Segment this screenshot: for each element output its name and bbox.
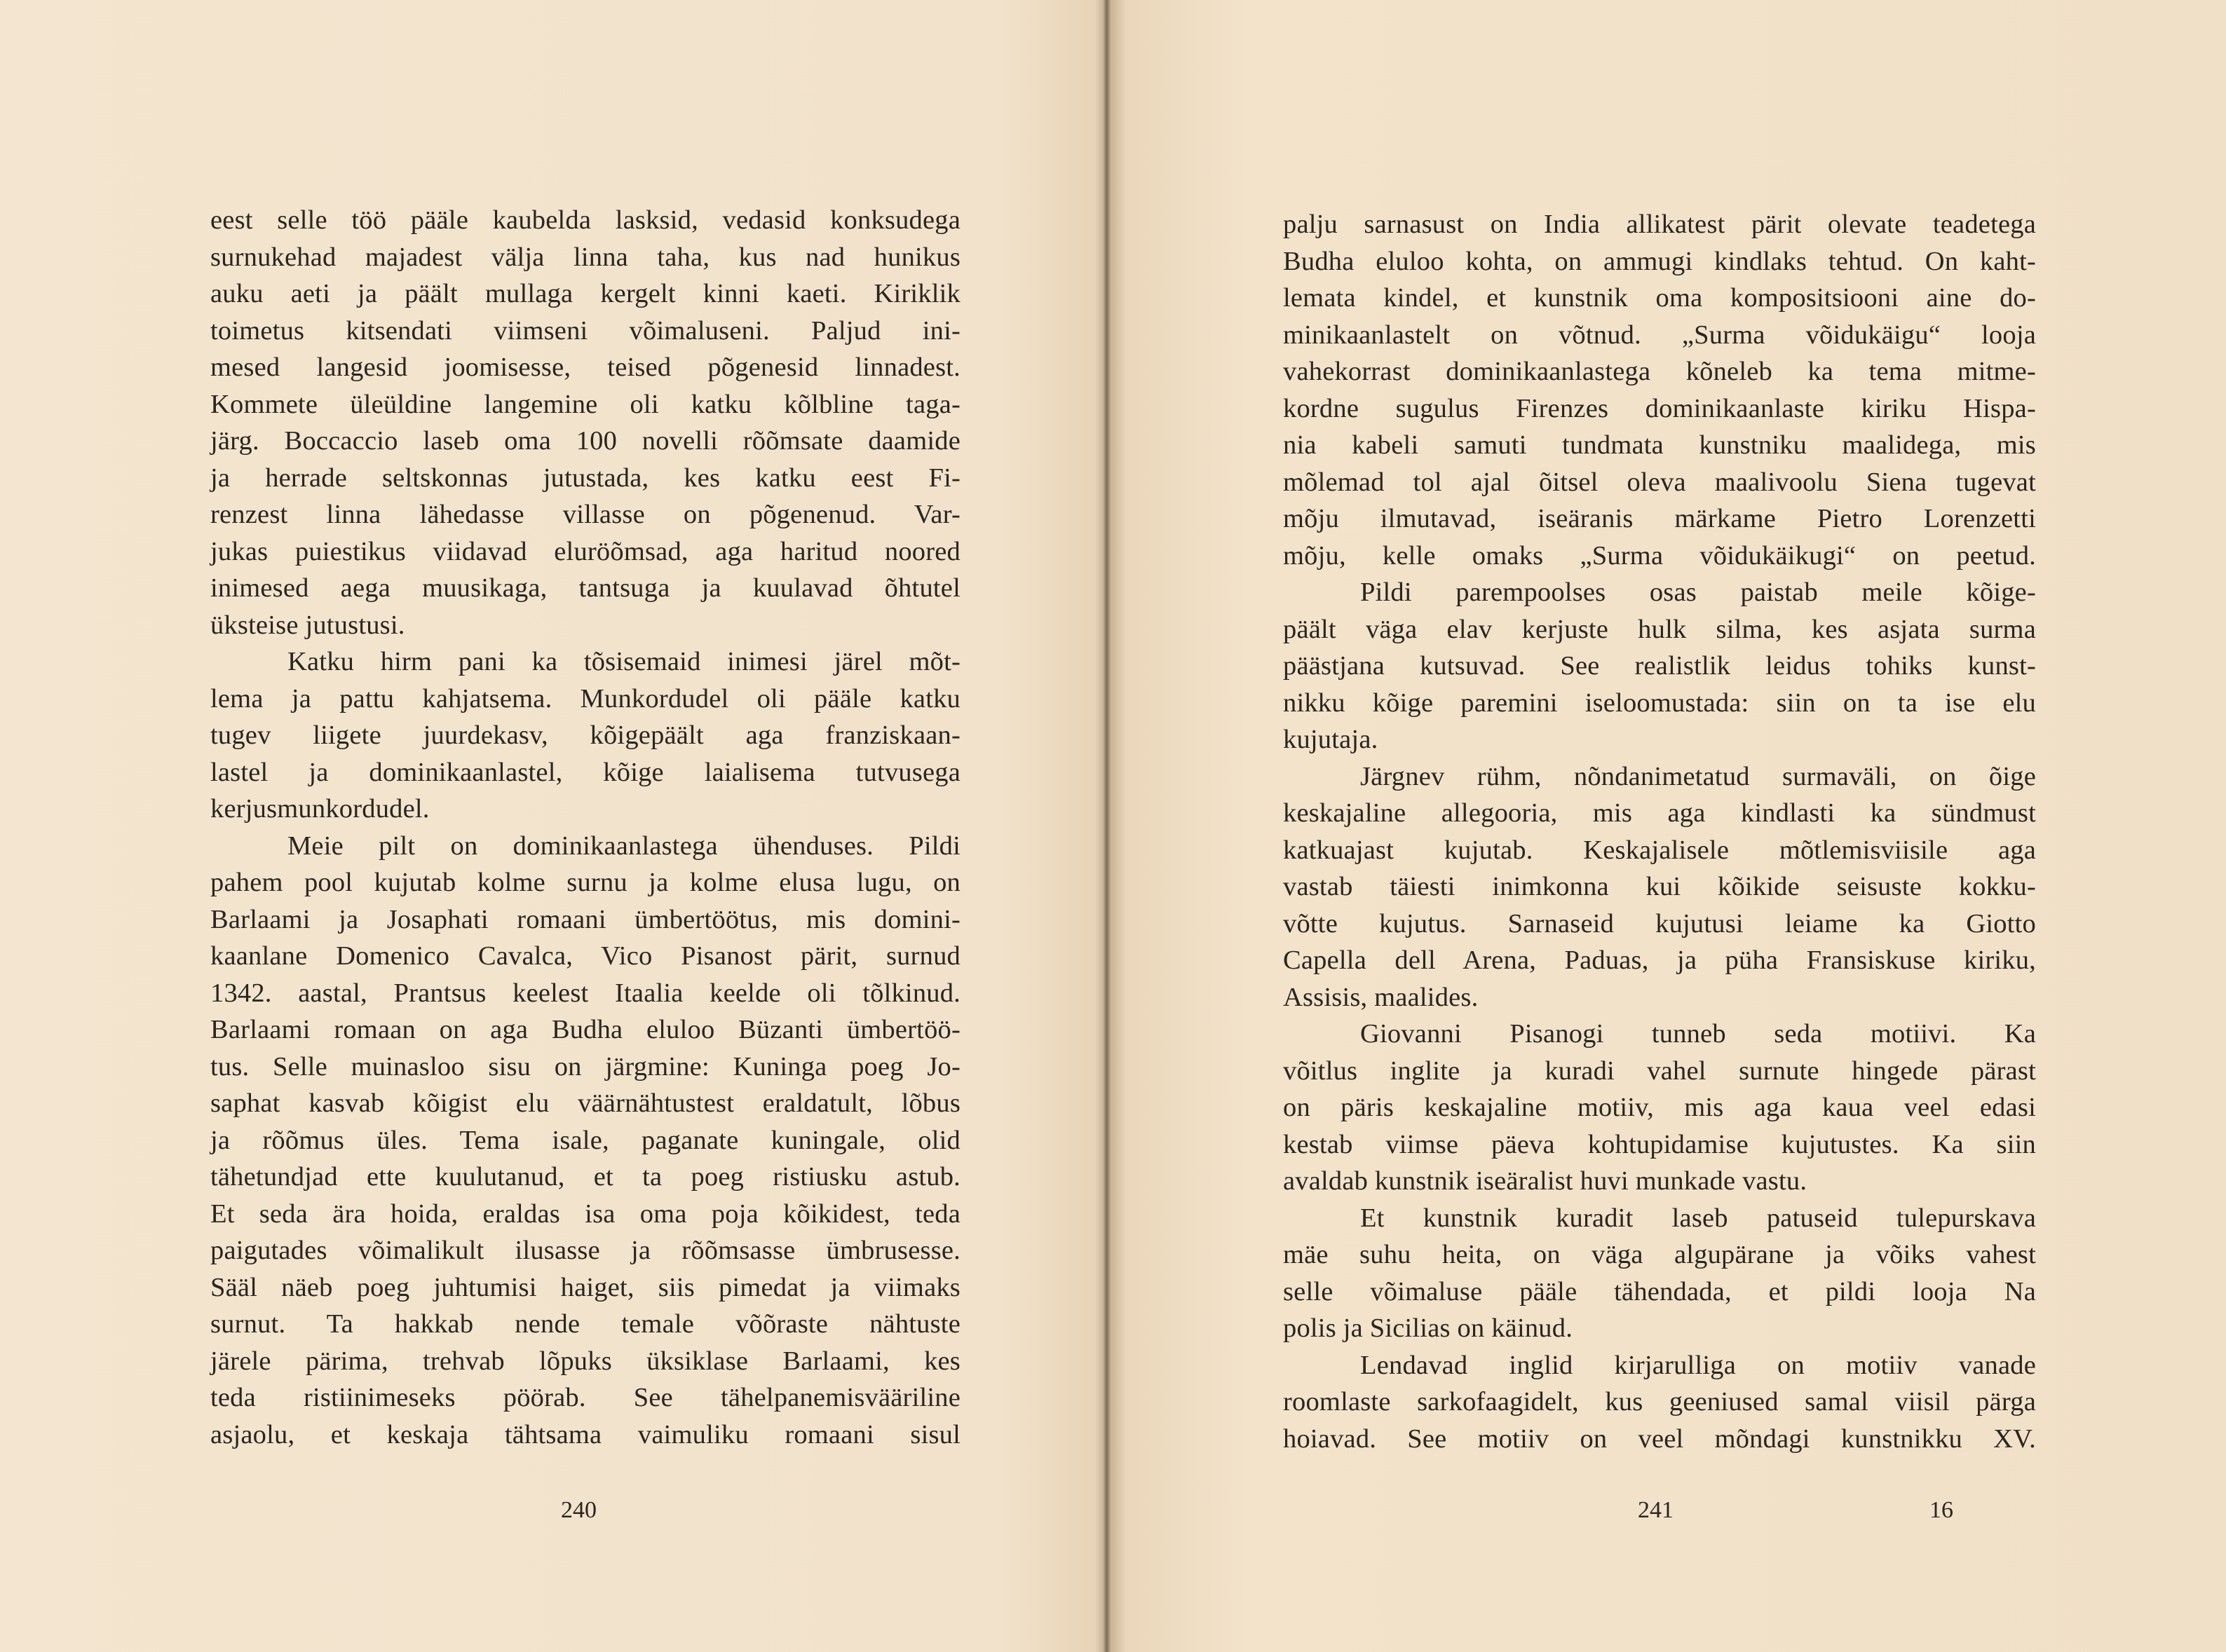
text-line: surnut. Ta hakkab nende temale võõraste nähtuste [210, 1309, 961, 1339]
text-line: minikaanlastelt on võtnud. „Surma võidukäigu“ looja [1283, 320, 2036, 350]
text-line: nikku kõige paremini iseloomustada: siin on ta ise elu [1283, 688, 2036, 718]
text-line: ja herrade seltskonnas jutustada, kes katku eest Fi- [210, 463, 961, 493]
text-line: järele pärima, trehvab lõpuks üksiklase Barlaami, kes [210, 1346, 961, 1376]
text-line: tähetundjad ette kuulutanud, et ta poeg ristiusku astub. [210, 1162, 961, 1192]
text-line: avaldab kunstnik iseäralist huvi munkade vastu. [1283, 1166, 1807, 1196]
text-line: Et kunstnik kuradit laseb patuseid tulepurskava [1360, 1203, 2036, 1233]
text-line: teda ristiinimeseks pöörab. See tähelpanemisvääriline [210, 1383, 961, 1412]
text-line: mõlemad tol ajal õitsel oleva maalivoolu Siena tugevat [1283, 467, 2036, 497]
text-line: Pildi parempoolses osas paistab meile kõige- [1360, 578, 2036, 607]
text-line: vastab täiesti inimkonna kui kõikide seisuste kokku- [1283, 872, 2036, 901]
page-number: 241 [1638, 1497, 1674, 1523]
text-line: lemata kindel, et kunstnik oma kompositsiooni aine do- [1283, 283, 2036, 313]
text-line: keskajaline allegooria, mis aga kindlasti ka sündmust [1283, 798, 2036, 828]
left-page [0, 0, 1101, 1652]
text-line: nia kabeli samuti tundmata kunstniku maalidega, mis [1283, 430, 2036, 460]
text-line: polis ja Sicilias on käinud. [1283, 1313, 1573, 1343]
text-line: mäe suhu heita, on väga algupärane ja võiks vahest [1283, 1240, 2036, 1269]
text-line: Meie pilt on dominikaanlastega ühenduses. Pildi [287, 831, 961, 861]
text-line: palju sarnasust on India allikatest pärit olevate teadetega [1283, 210, 2036, 239]
text-line: mõju, kelle omaks „Surma võidukäikugi“ on peetud. [1283, 540, 2036, 571]
text-line: Lendavad inglid kirjarulliga on motiiv vanade [1360, 1350, 2036, 1380]
text-line: toimetus kitsendati viimseni võimaluseni. Paljud ini- [210, 315, 961, 346]
text-line: mesed langesid joomisesse, teised põgenesid linnadest. [210, 353, 961, 382]
right-text-block [1283, 206, 2036, 1457]
text-line: üksteise jutustusi. [210, 610, 405, 640]
text-line: Et seda ära hoida, eraldas isa oma poja kõikidest, teda [210, 1199, 961, 1229]
text-line: eest selle töö pääle kaubelda lasksid, vedasid konksudega [210, 205, 961, 235]
text-line: tugev liigete juurdekasv, kõigepäält aga franziskaan- [210, 721, 961, 750]
text-line: ja rõõmus üles. Tema isale, paganate kuningale, olid [210, 1125, 961, 1155]
text-line: kujutaja. [1283, 725, 1378, 754]
text-line: 1342. aastal, Prantsus keelest Itaalia keelde oli tõlkinud. [210, 978, 961, 1008]
text-line: Kommete üleüldine langemine oli katku kõlbline taga- [210, 389, 961, 419]
text-line: tus. Selle muinasloo sisu on järgmine: Kuninga poeg Jo- [210, 1051, 961, 1081]
text-line: on päris keskajaline motiiv, mis aga kaua veel edasi [1283, 1093, 2036, 1122]
text-line: Katku hirm pani ka tõsisemaid inimesi järel mõt- [287, 647, 961, 676]
text-line: Järgnev rühm, nõndanimetatud surmaväli, on õige [1360, 761, 2036, 791]
text-line: Budha eluloo kohta, on ammugi kindlaks tehtud. On kaht- [1283, 246, 2036, 276]
right-page [1115, 0, 2226, 1652]
text-line: inimesed aega muusikaga, tantsuga ja kuulavad õhtutel [210, 573, 961, 603]
text-line: Capella dell Arena, Paduas, ja püha Fransiskuse kiriku, [1283, 946, 2036, 975]
text-line: pahem pool kujutab kolme surnu ja kolme elusa lugu, on [210, 868, 961, 897]
text-line: Barlaami ja Josaphati romaani ümbertöötus, mis domini- [210, 904, 961, 934]
text-line: kordne sugulus Firenzes dominikaanlaste kiriku Hispa- [1283, 393, 2036, 423]
text-line: jukas puiestikus viidavad eluröõmsad, aga haritud noored [210, 536, 961, 566]
page-number: 240 [561, 1497, 597, 1523]
text-line: päästjana kutsuvad. See realistlik leidus tohiks kunst- [1283, 651, 2036, 681]
text-line: katkuajast kujutab. Keskajalisele mõtlemisviisile aga [1283, 835, 2036, 865]
text-line: auku aeti ja päält mullaga kergelt kinni kaeti. Kiriklik [210, 279, 961, 308]
signature-mark: 16 [1929, 1497, 1953, 1523]
text-line: asjaolu, et keskaja tähtsama vaimuliku romaani sisul [210, 1419, 961, 1449]
text-line: mõju ilmutavad, iseäranis märkame Pietro Lorenzetti [1283, 504, 2036, 533]
text-line: hoiavad. See motiiv on veel mõndagi kunstnikku XV. [1283, 1424, 2036, 1454]
text-line: roomlaste sarkofaagidelt, kus geeniused samal viisil pärga [1283, 1387, 2036, 1417]
text-line: vahekorrast dominikaanlastega kõneleb ka tema mitme- [1283, 357, 2036, 386]
text-line: Assisis, maalides. [1283, 982, 1479, 1012]
text-line: võitlus inglite ja kuradi vahel surnute hingede pärast [1283, 1056, 2036, 1086]
left-text-block [210, 202, 961, 1453]
text-line: Sääl näeb poeg juhtumisi haiget, siis pimedat ja viimaks [210, 1272, 961, 1302]
text-line: kerjusmunkordudel. [210, 794, 430, 824]
text-line: Giovanni Pisanogi tunneb seda motiivi. Ka [1360, 1019, 2036, 1049]
text-line: paigutades võimalikult ilusasse ja rõõmsasse ümbrusesse. [210, 1236, 961, 1265]
text-line: Barlaami romaan on aga Budha eluloo Büzanti ümbertöö- [210, 1015, 961, 1044]
text-line: kestab viimse päeva kohtupidamise kujutustes. Ka siin [1283, 1129, 2036, 1159]
text-line: renzest linna lähedasse villasse on põgenenud. Var- [210, 500, 961, 529]
text-line: selle võimaluse pääle tähendada, et pildi looja Na [1283, 1276, 2036, 1306]
text-line: järg. Boccaccio laseb oma 100 novelli rõõmsate daamide [210, 426, 961, 456]
text-line: surnukehad majadest välja linna taha, kus nad hunikus [210, 242, 961, 272]
text-line: lema ja pattu kahjatsema. Munkordudel oli pääle katku [210, 683, 961, 714]
text-line: päält väga elav kerjuste hulk silma, kes asjata surma [1283, 614, 2036, 644]
text-line: lastel ja dominikaanlastel, kõige laialisema tutvusega [210, 757, 961, 787]
text-line: võtte kujutus. Sarnaseid kujutusi leiame ka Giotto [1283, 908, 2036, 938]
text-line: saphat kasvab kõigist elu väärnähtustest eraldatult, lõbus [210, 1088, 961, 1118]
text-line: kaanlane Domenico Cavalca, Vico Pisanost pärit, surnud [210, 941, 961, 971]
